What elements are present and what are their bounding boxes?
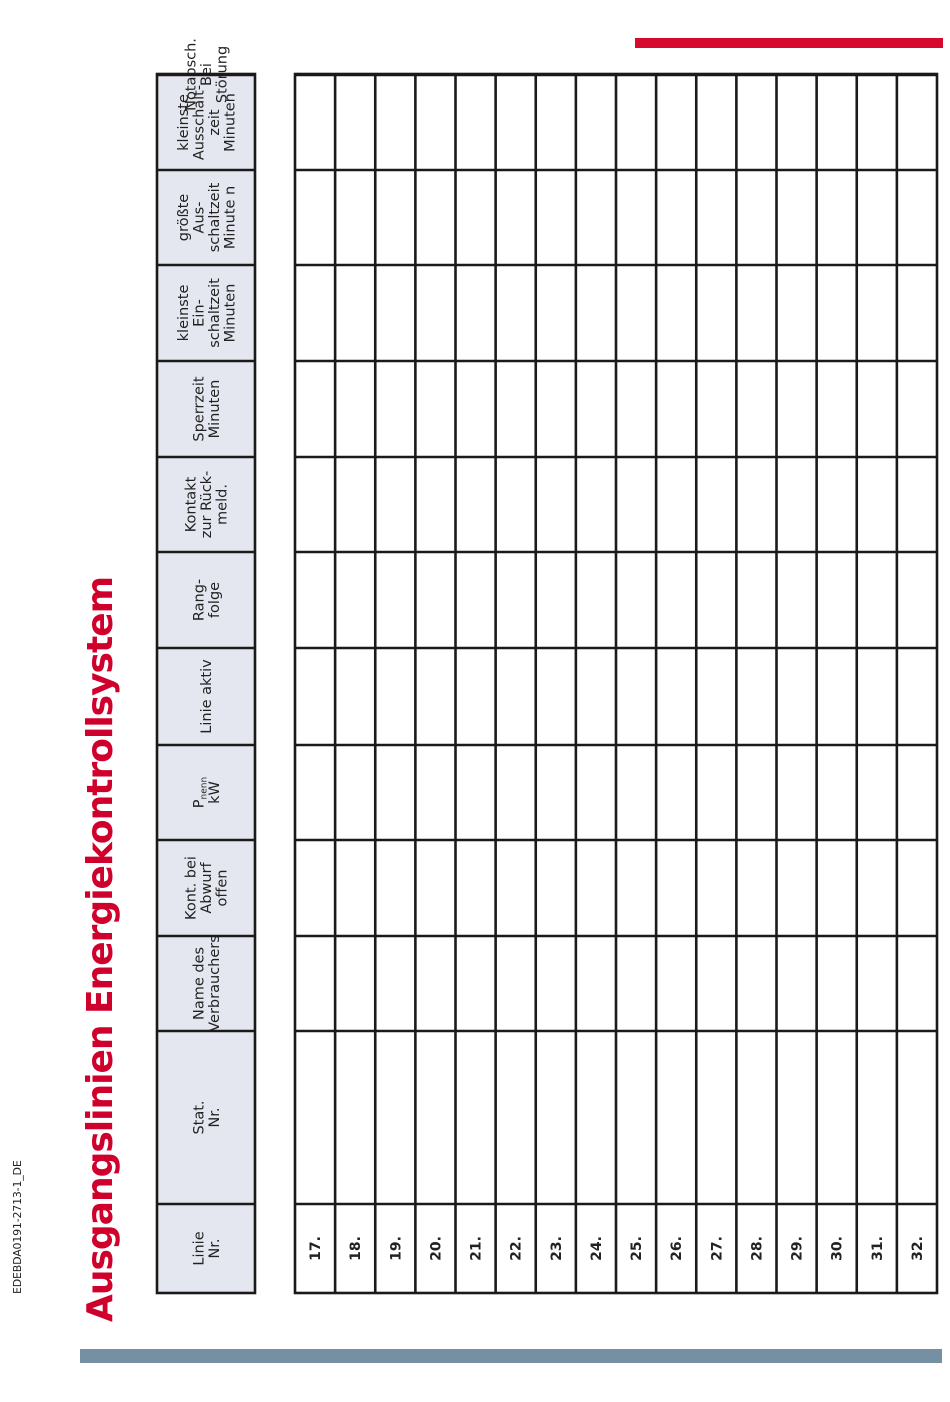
column-header-line: schaltzeit <box>206 182 223 253</box>
column-header-line: zur Rück- <box>199 470 215 539</box>
column-header-aktiv <box>199 659 215 734</box>
column-header-rang <box>191 579 223 621</box>
row-number: 18. <box>348 1236 365 1261</box>
table-grid <box>157 74 937 1293</box>
row-number: 25. <box>629 1236 646 1261</box>
column-header-line: meld. <box>214 484 231 525</box>
table-row <box>910 1236 926 1261</box>
column-header-line: Kont. bei <box>183 856 200 920</box>
table-row <box>428 1236 444 1261</box>
column-header-line: größte <box>175 193 192 242</box>
row-number: 17. <box>308 1236 325 1261</box>
table-row <box>790 1236 806 1261</box>
column-header-line: Nr. <box>206 1238 223 1259</box>
column-header-line: schaltzeit <box>206 278 223 348</box>
table-row <box>348 1236 364 1261</box>
column-header-line: Ausschalt- <box>191 84 208 161</box>
column-header-subscript: nenn <box>199 776 210 800</box>
table-row <box>388 1236 404 1261</box>
column-header-line: zeit <box>206 109 223 136</box>
table-row <box>870 1236 886 1261</box>
row-number: 31. <box>869 1236 886 1261</box>
table-row <box>709 1236 725 1261</box>
row-number: 24. <box>588 1236 605 1261</box>
column-header-line: Rang- <box>191 578 208 622</box>
row-number: 19. <box>388 1236 405 1261</box>
column-header-line: Bei <box>199 63 215 86</box>
column-header-line: Linie <box>191 1231 208 1266</box>
column-header-line: Nr. <box>206 1107 223 1128</box>
table-row <box>629 1236 645 1261</box>
row-number: 26. <box>669 1236 686 1261</box>
row-number: 20. <box>428 1236 445 1261</box>
table-row <box>549 1236 565 1261</box>
table-row <box>589 1236 605 1261</box>
column-header-line: folge <box>206 581 223 619</box>
row-number: 30. <box>829 1236 846 1261</box>
column-header-line: $P_{nenn}$ <box>191 776 210 809</box>
column-header-line: Aus- <box>191 201 208 234</box>
table-row <box>469 1236 485 1261</box>
table-row <box>308 1236 324 1261</box>
row-number: 29. <box>789 1236 806 1261</box>
column-header-sperr <box>191 376 223 442</box>
page-title-text: Ausgangslinien Energiekontrollsystem <box>80 576 121 1322</box>
row-number: 21. <box>468 1236 485 1261</box>
column-header-line: Stat. <box>191 1100 208 1135</box>
column-header-line: Kontakt <box>183 476 200 533</box>
table-row <box>749 1236 765 1261</box>
row-number: 22. <box>508 1236 525 1261</box>
column-header-line: Störung <box>214 45 231 104</box>
table-row <box>830 1236 846 1261</box>
row-number: 27. <box>709 1236 726 1261</box>
table-row <box>669 1236 685 1261</box>
row-number: 28. <box>749 1236 766 1261</box>
column-header-line: Linie aktiv <box>199 659 215 734</box>
column-header-line: Abwurf <box>199 862 215 914</box>
column-header-line: Minute n <box>222 185 239 250</box>
column-header-line: Minuten <box>206 379 223 439</box>
column-header-kleinste_ein <box>176 278 239 348</box>
column-header-line: kleinste <box>175 284 192 342</box>
column-header-line: kW <box>206 781 223 804</box>
column-header-line: Name des <box>191 946 208 1021</box>
table-header <box>157 38 255 1293</box>
document-code-text: EDEBDA0191-2713-1_DE <box>11 1160 24 1294</box>
column-header-line: Notabsch. <box>183 38 200 111</box>
column-header-line: Minuten <box>222 93 239 152</box>
row-number: 32. <box>909 1236 926 1261</box>
footer-bar <box>80 1349 942 1363</box>
column-header-name <box>191 935 223 1032</box>
column-header-line: Ein- <box>191 299 208 327</box>
table-row <box>509 1236 525 1261</box>
column-header-line: kleinste <box>175 94 192 151</box>
column-header-line: offen <box>214 869 231 907</box>
row-number: 23. <box>548 1236 565 1261</box>
column-header-line: Minuten <box>222 283 239 343</box>
column-header-line: Verbrauchers <box>206 935 223 1032</box>
column-header-line: Sperrzeit <box>191 376 208 442</box>
